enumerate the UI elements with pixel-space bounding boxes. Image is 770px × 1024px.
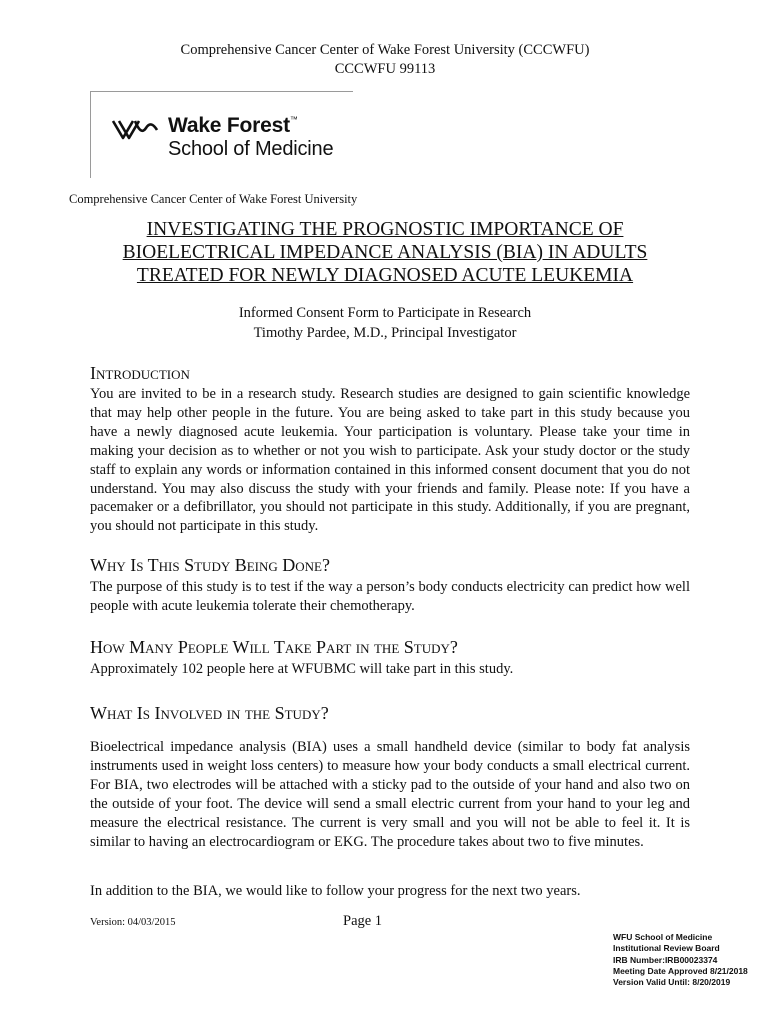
section-text-why: The purpose of this study is to test if the way a person’s body conducts electricity can predict how well people with acute leukemia tolerate their chemotherapy. [90, 579, 690, 614]
section-heading-why: Why Is This Study Being Done? [90, 555, 330, 575]
header-line-2: CCCWFU 99113 [334, 61, 436, 77]
section-heading-introduction: Introduction [90, 363, 190, 383]
page-number: Page 1 [343, 913, 383, 929]
subtitle-line-2: Timothy Pardee, M.D., Principal Investigator [253, 325, 517, 341]
title-line-1: INVESTIGATING THE PROGNOSTIC IMPORTANCE OF [146, 219, 624, 240]
document-subtitle [0, 303, 770, 343]
subtitle-line-1: Informed Consent Form to Participate in Research [238, 305, 532, 321]
institution-name: Comprehensive Cancer Center of Wake Forest University [69, 192, 358, 206]
logo-name: Wake Forest™ [168, 114, 298, 137]
irb-line-2: Institutional Review Board [613, 943, 720, 954]
irb-line-3: IRB Number:IRB00023374 [613, 954, 718, 965]
section-text-involved-2: In addition to the BIA, we would like to follow your progress for the next two years. [90, 883, 581, 899]
title-line-2: BIOELECTRICAL IMPEDANCE ANALYSIS (BIA) IN ADULTS [122, 242, 648, 263]
section-text-how-many: Approximately 102 people here at WFUBMC will take part in this study. [90, 661, 514, 677]
section-heading-how-many: How Many People Will Take Part in the Study? [90, 637, 458, 657]
document-title [0, 218, 770, 287]
irb-line-1: WFU School of Medicine [613, 932, 713, 942]
irb-line-5: Version Valid Until: 8/20/2019 [613, 977, 731, 988]
header-line-1: Comprehensive Cancer Center of Wake Forest University (CCCWFU) [180, 42, 590, 58]
section-heading-involved: What Is Involved in the Study? [90, 703, 329, 723]
irb-line-4: Meeting Date Approved 8/21/2018 [613, 965, 748, 976]
wake-forest-wave-logo-icon [110, 118, 162, 142]
section-text-introduction: You are invited to be in a research study. Research studies are designed to gain scientific knowledge that may help other people in the future. You are being asked to take part in this study because you have a newly diagnosed acute leukemia. Your participation is voluntary. Please take your time in making your decision as to whether or not you wish to participate. Ask your study doctor or the study staff to explain any words or information contained in this informed consent document that you do not understand. You may also discuss the study with your friends and family. Please note: If you have a pacemaker or a defibrillator, you should not participate in this study. Additionally, if you are pregnant, you should not participate in this study. [90, 386, 690, 535]
version-label: Version: 04/03/2015 [90, 917, 176, 928]
section-text-involved: Bioelectrical impedance analysis (BIA) uses a small handheld device (similar to body fat analysis instruments used in weight loss centers) to measure how your body conducts a small electrical current. For BIA, two electrodes will be attached with a sticky pad to the outside of your hand and also two on the outside of your foot. The device will send a small electric current from your hand to your leg and measure the electrical resistance. The current is very small and you will not be able to feel it. It is similar to having an electrocardiogram or EKG. The procedure takes about two to five minutes. [90, 739, 690, 850]
title-line-3: TREATED FOR NEWLY DIAGNOSED ACUTE LEUKEMIA [136, 265, 634, 286]
logo-subtitle: School of Medicine [168, 138, 334, 160]
irb-stamp [613, 932, 748, 988]
